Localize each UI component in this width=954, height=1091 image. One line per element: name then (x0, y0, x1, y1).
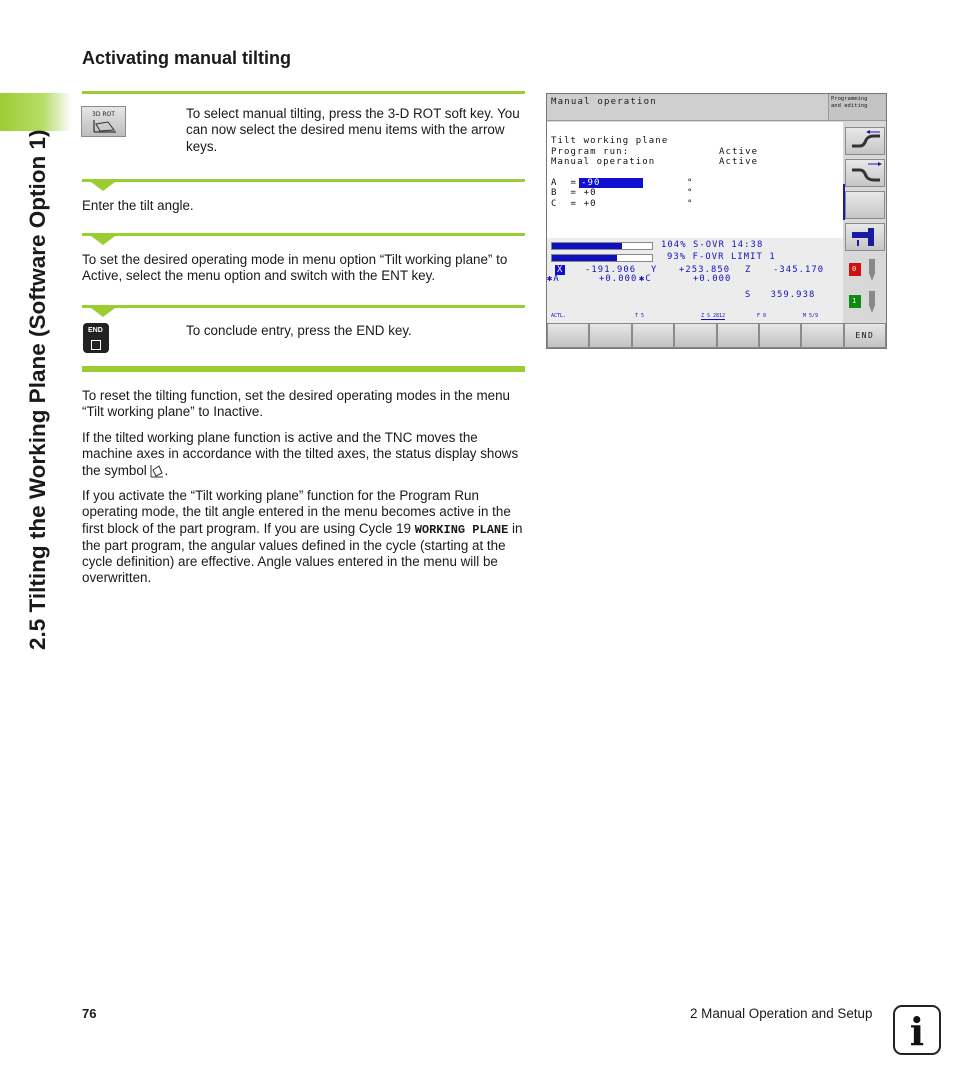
degree-unit: ° (687, 188, 694, 198)
screen-secondary-mode (828, 94, 886, 121)
softkey-7[interactable] (801, 323, 843, 348)
softkey-4[interactable] (674, 323, 716, 348)
chapter-side-title: 2.5 Tilting the Working Plane (Software Option 1) (25, 129, 50, 650)
position-y: +253.850 (679, 265, 731, 275)
program-run-label: Program run: (551, 147, 630, 157)
axis-c-field[interactable]: C = +0 (551, 199, 597, 209)
footer-chapter: 2 Manual Operation and Setup (690, 1006, 873, 1021)
paragraph-2-text: If the tilted working plane function is active and the TNC moves the machine axes in accordance with the tilted axes, the status display shows the symbol (82, 430, 519, 478)
step-4-text: To conclude entry, press the END key. (186, 323, 412, 338)
tnc-screenshot (546, 93, 887, 349)
coolant-tap-icon (846, 224, 884, 250)
position-z: -345.170 (773, 265, 825, 275)
step-divider (82, 91, 525, 94)
degree-unit: ° (687, 199, 694, 209)
paragraph-3-text: If you activate the “Tilt working plane” function for the Program Run operating mode, the tilt angle entered in the menu becomes active in the first block of the part program. If you are using Cycle 19 (82, 488, 511, 536)
program-run-value[interactable]: Active (719, 147, 759, 157)
step-arrow-icon (91, 236, 115, 245)
status-z: Z S 2812 (701, 313, 726, 319)
end-key[interactable] (83, 323, 109, 353)
end-key-square-icon (91, 340, 101, 350)
status-display (547, 238, 843, 324)
info-icon: i (893, 1005, 941, 1055)
ramp-right-arrow-icon (846, 160, 884, 186)
section-heading: Activating manual tilting (82, 48, 292, 68)
3d-rot-softkey[interactable] (81, 106, 126, 137)
horizontal-softkey-row (547, 323, 886, 348)
softkey-coolant[interactable] (845, 223, 885, 251)
status-tool: T 5 (635, 313, 645, 319)
spindle-override-gauge (551, 242, 653, 250)
axis-x-letter: X (557, 265, 564, 275)
menu-title: Tilt working plane (551, 136, 669, 146)
manual-operation-value[interactable]: Active (719, 157, 759, 167)
axis-c-status-label: ✱C (639, 274, 652, 284)
tilted-plane-symbol-icon (150, 464, 164, 478)
softkey-ramp-left[interactable] (845, 127, 885, 155)
position-x: -191.906 (585, 265, 637, 275)
step-divider (82, 179, 525, 182)
cycle-code: WORKING PLANE (414, 522, 509, 537)
softkey-ramp-right[interactable] (845, 159, 885, 187)
paragraph-3-text-end: in the part program, the angular values defined in the cycle (starting at the cycle definition) are effective. Angle values entered in the menu will be overwritten. (82, 520, 523, 586)
axis-a-value: -90 (581, 178, 601, 188)
step-1-text: To select manual tilting, press the 3-D ROT soft key. You can now select the desired menu items with the arrow keys. (186, 106, 520, 154)
softkey-5[interactable] (717, 323, 759, 348)
indicator-0-label: 0 (852, 265, 857, 273)
feed-override-text: 93% F-OVR LIMIT 1 (667, 252, 776, 262)
step-arrow-icon (91, 182, 115, 191)
ramp-left-arrow-icon (846, 128, 884, 154)
softkey-6[interactable] (759, 323, 801, 348)
end-key-label: END (88, 327, 103, 334)
status-m: M 5/9 (803, 313, 819, 319)
body-paragraph-2 (82, 430, 526, 479)
step-2-text: Enter the tilt angle. (82, 198, 194, 213)
axis-a-input[interactable] (579, 178, 643, 188)
status-feed: F 0 (757, 313, 767, 319)
paragraph-2-end: . (164, 462, 169, 478)
step-divider (82, 233, 525, 236)
feed-override-gauge (551, 254, 653, 262)
gauge-fill (552, 243, 622, 249)
softkey-1[interactable] (547, 323, 589, 348)
manual-operation-label: Manual operation (551, 157, 656, 167)
gauge-fill (552, 255, 617, 261)
spindle-override-text: 104% S-OVR 14:38 (661, 240, 764, 250)
softkey-2[interactable] (589, 323, 631, 348)
section-end-divider (82, 366, 525, 372)
spindle-position: S 359.938 (745, 290, 816, 300)
tilt-plane-icon (92, 118, 118, 134)
step-divider (82, 305, 525, 308)
position-a: +0.000 (599, 274, 638, 284)
spindle-off-indicator[interactable] (847, 255, 885, 285)
secondary-mode-line-2: and editing (831, 103, 868, 109)
body-paragraph-1: To reset the tilting function, set the desired operating modes in the menu “Tilt working plane” to Inactive. (82, 388, 511, 420)
step-arrow-icon (91, 308, 115, 317)
step-3-text: To set the desired operating mode in menu option “Tilt working plane” to Active, select the menu option and switch with the ENT key. (82, 252, 508, 284)
softkey-blank[interactable] (845, 191, 885, 219)
degree-unit: ° (687, 178, 694, 188)
end-softkey[interactable]: END (844, 323, 886, 348)
spindle-on-indicator[interactable] (847, 287, 885, 317)
softkey-label: 3D ROT (92, 111, 115, 118)
secondary-mode-line-1: Programming (831, 96, 868, 102)
position-c: +0.000 (693, 274, 732, 284)
spindle-icon (865, 257, 879, 283)
axis-b-field[interactable]: B = +0 (551, 188, 597, 198)
tilt-menu-window (547, 122, 843, 239)
status-actl: ACTL. (551, 313, 567, 319)
spindle-rotate-icon (865, 289, 879, 315)
indicator-1-label: 1 (852, 297, 857, 305)
softkey-3[interactable] (632, 323, 674, 348)
axis-a-status-label: ✱A (547, 274, 560, 284)
axis-y-label: Y (651, 265, 658, 275)
axis-a-label: A = (551, 178, 578, 188)
body-paragraph-3 (82, 488, 526, 587)
screen-mode-title: Manual operation (547, 94, 828, 121)
page-number: 76 (82, 1006, 97, 1021)
axis-z-label: Z (745, 265, 752, 275)
